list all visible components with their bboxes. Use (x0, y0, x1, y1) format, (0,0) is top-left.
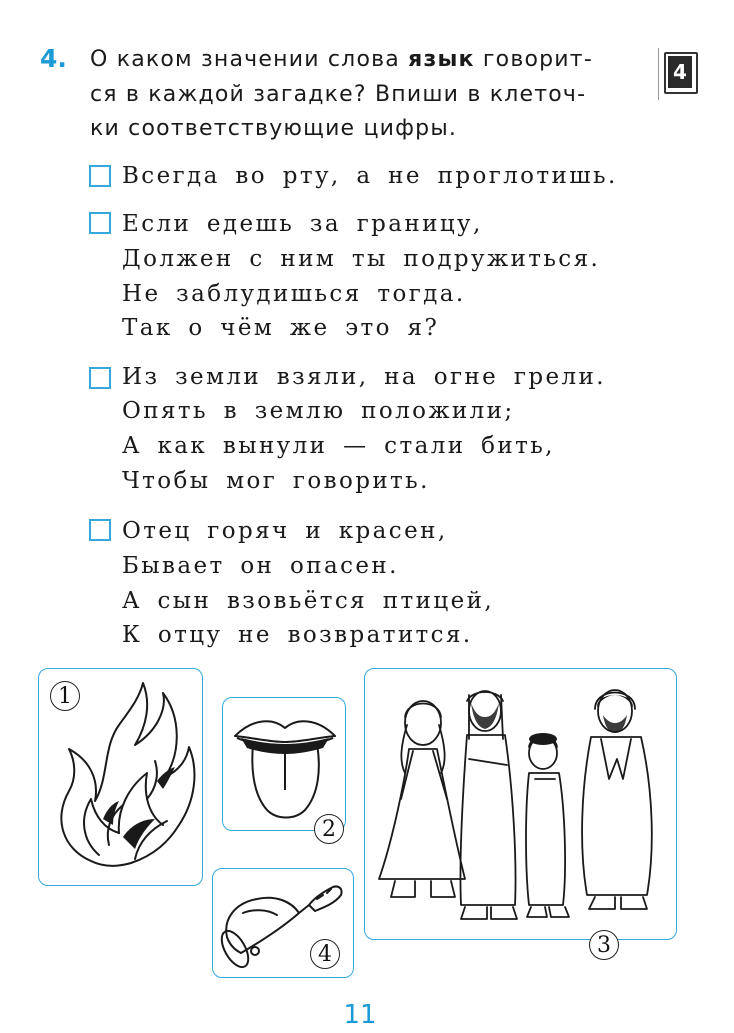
riddle-4-line-1: Отец горяч и красен, (122, 518, 448, 544)
riddle-4-line-2: Бывает он опасен. (122, 553, 399, 579)
riddle-3-line-3: А как вынули — стали бить, (122, 433, 555, 459)
riddle-2-line-2: Должен с ним ты подружиться. (122, 246, 601, 272)
flame-icon (39, 669, 204, 887)
page-number: 11 (343, 1000, 377, 1030)
picture-frame-3 (364, 668, 677, 958)
picture-number-1: 1 (50, 681, 80, 711)
task-keyword: язык (408, 47, 475, 72)
answer-checkbox-2[interactable] (89, 212, 111, 234)
answer-checkbox-4[interactable] (89, 519, 111, 541)
riddle-3-line-4: Чтобы мог говорить. (122, 468, 430, 494)
riddle-4-line-4: К отцу не возвратится. (122, 622, 473, 648)
task-text-line-3: ки соответствующие цифры. (90, 116, 458, 141)
tongue-icon (223, 698, 347, 832)
riddle-3-line-2: Опять в землю положили; (122, 398, 515, 424)
people-group-icon (365, 669, 678, 941)
riddle-2-line-4: Так о чём же это я? (122, 315, 440, 341)
points-badge (664, 52, 698, 94)
picture-number-2: 2 (314, 814, 344, 844)
points-value: 4 (668, 56, 692, 88)
picture-number-3: 3 (589, 930, 619, 960)
task-text-part: говорит- (474, 47, 593, 72)
task-text-line-2: ся в каждой загадке? Впиши в клеточ- (90, 82, 587, 107)
task-number: 4. (40, 44, 67, 73)
riddle-4-line-3: А сын взовьётся птицей, (122, 588, 495, 614)
picture-number-4: 4 (310, 939, 340, 969)
picture-frame-2 (222, 697, 346, 842)
riddle-3-line-1: Из земли взяли, на огне грели. (122, 364, 606, 390)
picture-frame-1 (38, 668, 203, 886)
picture-frame-4 (212, 868, 354, 978)
riddle-2-line-1: Если едешь за границу, (122, 211, 483, 237)
answer-checkbox-3[interactable] (89, 367, 111, 389)
task-text-line-1 (90, 47, 593, 72)
riddle-2-line-3: Не заблудишься тогда. (122, 281, 466, 307)
answer-checkbox-1[interactable] (89, 165, 111, 187)
riddle-1-line-1: Всегда во рту, а не проглотишь. (122, 163, 618, 189)
task-text-part: О каком значении слова (90, 47, 409, 72)
